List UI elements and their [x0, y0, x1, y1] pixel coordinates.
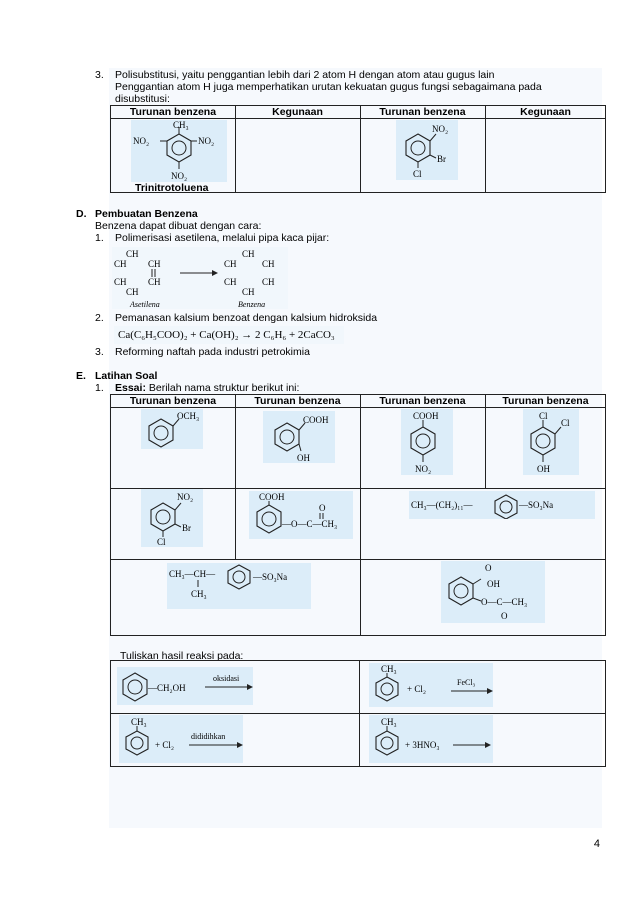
toluene-nitration [369, 715, 493, 763]
svg-text:CH: CH [126, 287, 139, 297]
svg-text:NO₂: NO₂ [198, 136, 215, 146]
naming-table [110, 394, 606, 636]
list-number: 1. [95, 232, 104, 244]
item-text-line-1: Polisubstitusi, yaitu penggantian lebih dari 2 atom H dengan atom atau gugus lain [115, 69, 495, 81]
bromo-chloro-nitro-structure [141, 489, 203, 547]
list-number: 1. [95, 382, 104, 394]
bromo-chloro-nitro-structure [396, 120, 458, 180]
polysubstitution-table [110, 105, 606, 193]
acetylsalicylic-structure [249, 491, 353, 539]
svg-text:CH: CH [114, 259, 127, 269]
svg-text:CH₃: CH₃ [173, 120, 189, 130]
svg-text:NO₂: NO₂ [177, 492, 194, 502]
item-text-line-2: Penggantian atom H juga memperhatikan urutan kekuatan gugus fungsi sebagaimana pada [115, 81, 542, 93]
benzene-ring-icon [117, 667, 253, 705]
section-letter: D. [76, 208, 87, 220]
benzene-ring-icon [409, 491, 595, 519]
salicylic-acid-structure [263, 411, 335, 463]
benzene-ring-icon [131, 120, 227, 182]
benzene-ring-icon [441, 561, 545, 623]
svg-text:CH: CH [224, 259, 237, 269]
reaction-equation: Ca(C₆H₅COO)₂ + Ca(OH)₂ → 2 C₆H₆ + 2CaCO₃ [118, 329, 335, 341]
svg-text:Asetilena: Asetilena [130, 300, 160, 309]
svg-text:Benzena: Benzena [238, 300, 266, 309]
list-item: Polimerisasi asetilena, melalui pipa kaca pijar: [115, 232, 330, 244]
section-intro: Benzena dapat dibuat dengan cara: [95, 220, 262, 232]
section-title: Pembuatan Benzena [95, 208, 198, 220]
list-number: 2. [95, 312, 104, 324]
benzene-ring-icon [167, 563, 311, 609]
svg-text:CH: CH [148, 259, 161, 269]
benzene-ring-icon [523, 409, 579, 475]
svg-text:CH₃: CH₃ [381, 717, 397, 727]
svg-text:CH: CH [242, 287, 255, 297]
dichlorophenol-structure [523, 409, 579, 475]
svg-text:+ 3HNO₃: + 3HNO₃ [405, 740, 440, 750]
svg-text:Cl: Cl [413, 169, 422, 179]
svg-text:NO₂: NO₂ [133, 136, 150, 146]
svg-text:NO₂: NO₂ [432, 124, 449, 134]
reaction-prompt: Tuliskan hasil reaksi pada: [120, 650, 244, 662]
aspirin-structure [441, 561, 545, 623]
svg-text:OH: OH [297, 453, 310, 463]
benzene-ring-icon [249, 491, 353, 539]
item-number: 3. [95, 69, 104, 81]
section-title: Latihan Soal [95, 370, 158, 382]
svg-text:O: O [485, 563, 492, 573]
svg-text:NO₂: NO₂ [415, 464, 432, 474]
svg-text:COOH: COOH [259, 492, 285, 502]
item-text-line-3: disubstitusi: [115, 93, 170, 105]
acetylene-polymerization [112, 247, 288, 309]
svg-text:CH: CH [126, 249, 139, 259]
svg-text:O: O [501, 611, 508, 621]
svg-text:—SO₃Na: —SO₃Na [253, 572, 288, 582]
table-header: Turunan benzena [129, 106, 217, 118]
svg-text:oksidasi: oksidasi [213, 674, 240, 683]
benzene-ring-icon [369, 663, 493, 707]
table-header: Turunan benzena [379, 106, 466, 118]
svg-text:CH: CH [242, 249, 255, 259]
table-header: Turunan benzena [254, 395, 341, 407]
reaction-table [110, 660, 606, 767]
list-item: Reforming naftah pada industri petrokimia [115, 346, 310, 358]
reaction-diagram [112, 247, 288, 309]
svg-text:Cl: Cl [539, 411, 548, 421]
list-number: 3. [95, 346, 104, 358]
svg-text:CH₃: CH₃ [191, 589, 207, 599]
svg-text:CH: CH [262, 277, 275, 287]
svg-text:O: O [319, 503, 326, 513]
benzene-ring-icon [119, 715, 243, 763]
anisole-structure [141, 409, 203, 449]
list-item: Pemanasan kalsium benzoat dengan kalsium hidroksida [115, 312, 378, 324]
dodecylbenzenesulfonate-structure [409, 491, 595, 519]
tnt-caption: Trinitrotoluena [135, 182, 209, 194]
toluene-chlorination-fecl3 [369, 663, 493, 707]
nitrobenzoic-acid-structure [401, 409, 453, 475]
svg-text:OCH₃: OCH₃ [177, 411, 200, 421]
svg-text:CH₃—CH—: CH₃—CH— [169, 569, 216, 579]
svg-text:COOH: COOH [303, 415, 329, 425]
svg-text:CH₃: CH₃ [381, 664, 397, 674]
benzyl-alcohol-oxidation [117, 667, 253, 705]
essay-instruction: Essai: Berilah nama struktur berikut ini: [115, 382, 300, 394]
svg-text:COOH: COOH [413, 411, 439, 421]
benzene-ring-icon [141, 409, 203, 449]
page-number: 4 [593, 838, 600, 850]
svg-text:—CH₂OH: —CH₂OH [148, 683, 186, 693]
benzene-ring-icon [401, 409, 453, 475]
svg-text:CH: CH [262, 259, 275, 269]
svg-text:—SO₃Na: —SO₃Na [519, 500, 554, 510]
section-letter: E. [76, 370, 86, 382]
table-header: Turunan benzena [502, 395, 589, 407]
svg-text:Br: Br [437, 154, 446, 164]
svg-text:OH: OH [487, 579, 500, 589]
svg-text:Cl: Cl [561, 418, 570, 428]
table-header: Turunan benzena [129, 395, 217, 407]
svg-text:CH: CH [114, 277, 127, 287]
table-header: Kegunaan [520, 106, 571, 118]
svg-text:NO₂: NO₂ [171, 171, 188, 181]
table-header: Turunan benzena [379, 395, 466, 407]
svg-text:CH₃: CH₃ [131, 717, 147, 727]
svg-text:CH: CH [224, 277, 237, 287]
svg-text:+ Cl₂: + Cl₂ [155, 740, 174, 750]
svg-text:O—C—CH₃: O—C—CH₃ [481, 597, 528, 607]
benzene-ring-icon [396, 120, 458, 180]
svg-text:dididihkan: dididihkan [191, 732, 226, 741]
svg-text:+ Cl₂: + Cl₂ [407, 684, 426, 694]
isopropylbenzenesulfonate-structure [167, 563, 311, 609]
svg-text:CH: CH [148, 277, 161, 287]
benzoate-reaction [114, 326, 344, 344]
benzene-ring-icon [263, 411, 335, 463]
benzene-ring-icon [141, 489, 203, 547]
svg-text:—O—C—CH₃: —O—C—CH₃ [282, 519, 338, 529]
svg-text:FeCl₃: FeCl₃ [457, 678, 476, 687]
svg-text:Cl: Cl [157, 537, 166, 547]
svg-text:Br: Br [182, 523, 191, 533]
svg-text:OH: OH [537, 464, 550, 474]
toluene-chlorination-boiling [119, 715, 243, 763]
trinitrotoluene-structure [131, 120, 227, 182]
table-header: Kegunaan [272, 106, 323, 118]
benzene-ring-icon [369, 715, 493, 763]
svg-text:CH₃—(CH₂)₁₁—: CH₃—(CH₂)₁₁— [411, 500, 473, 510]
